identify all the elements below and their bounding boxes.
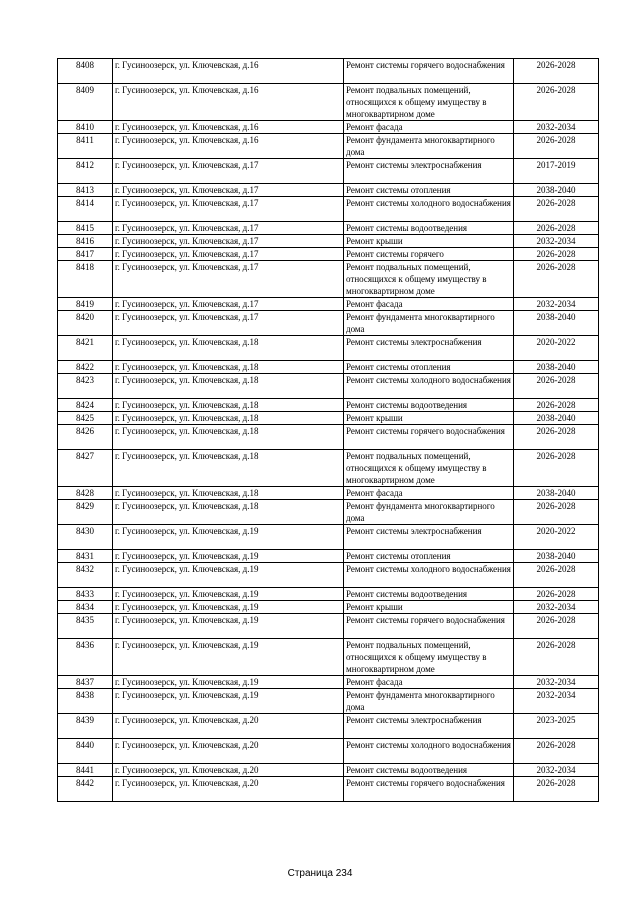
row-address: г. Гусиноозерск, ул. Ключевская, д.18 [113, 361, 344, 374]
row-number: 8440 [58, 739, 113, 764]
row-work-type: Ремонт подвальных помещений, относящихся к общему имуществу в многоквартирном доме [344, 639, 514, 676]
row-address: г. Гусиноозерск, ул. Ключевская, д.18 [113, 336, 344, 361]
row-number: 8411 [58, 134, 113, 159]
row-address: г. Гусиноозерск, ул. Ключевская, д.17 [113, 222, 344, 235]
row-work-type: Ремонт фундамента многоквартирного дома [344, 134, 514, 159]
page-number: Страница 234 [287, 868, 353, 879]
row-address: г. Гусиноозерск, ул. Ключевская, д.16 [113, 59, 344, 84]
row-period: 2032-2034 [514, 689, 599, 714]
row-period: 2026-2028 [514, 399, 599, 412]
row-number: 8435 [58, 614, 113, 639]
row-number: 8419 [58, 298, 113, 311]
table-row [58, 601, 599, 614]
row-work-type: Ремонт системы отопления [344, 361, 514, 374]
row-period: 2026-2028 [514, 739, 599, 764]
row-work-type: Ремонт фасада [344, 676, 514, 689]
row-number: 8437 [58, 676, 113, 689]
row-address: г. Гусиноозерск, ул. Ключевская, д.19 [113, 525, 344, 550]
row-number: 8428 [58, 487, 113, 500]
row-address: г. Гусиноозерск, ул. Ключевская, д.18 [113, 412, 344, 425]
row-number: 8441 [58, 764, 113, 777]
table-row [58, 588, 599, 601]
row-work-type: Ремонт фундамента многоквартирного дома [344, 500, 514, 525]
row-work-type: Ремонт крыши [344, 235, 514, 248]
table-row [58, 184, 599, 197]
row-number: 8442 [58, 777, 113, 802]
row-period: 2032-2034 [514, 121, 599, 134]
row-period: 2020-2022 [514, 336, 599, 361]
row-period: 2026-2028 [514, 588, 599, 601]
row-period: 2038-2040 [514, 412, 599, 425]
table-row [58, 525, 599, 550]
row-number: 8420 [58, 311, 113, 336]
row-address: г. Гусиноозерск, ул. Ключевская, д.18 [113, 425, 344, 450]
row-period: 2026-2028 [514, 639, 599, 676]
table-row [58, 235, 599, 248]
row-address: г. Гусиноозерск, ул. Ключевская, д.19 [113, 689, 344, 714]
row-address: г. Гусиноозерск, ул. Ключевская, д.16 [113, 121, 344, 134]
row-work-type: Ремонт системы водоотведения [344, 588, 514, 601]
row-number: 8417 [58, 248, 113, 261]
table-row [58, 714, 599, 739]
row-work-type: Ремонт системы электроснабжения [344, 525, 514, 550]
row-work-type: Ремонт системы водоотведения [344, 399, 514, 412]
row-number: 8416 [58, 235, 113, 248]
row-period: 2026-2028 [514, 425, 599, 450]
row-number: 8418 [58, 261, 113, 298]
table-row [58, 487, 599, 500]
table-row [58, 550, 599, 563]
row-period: 2038-2040 [514, 550, 599, 563]
table-row [58, 159, 599, 184]
row-period: 2038-2040 [514, 361, 599, 374]
row-work-type: Ремонт системы горячего [344, 248, 514, 261]
table-row [58, 59, 599, 84]
row-period: 2026-2028 [514, 222, 599, 235]
row-number: 8433 [58, 588, 113, 601]
row-address: г. Гусиноозерск, ул. Ключевская, д.17 [113, 184, 344, 197]
row-address: г. Гусиноозерск, ул. Ключевская, д.17 [113, 235, 344, 248]
row-address: г. Гусиноозерск, ул. Ключевская, д.17 [113, 159, 344, 184]
row-work-type: Ремонт крыши [344, 601, 514, 614]
row-work-type: Ремонт подвальных помещений, относящихся к общему имуществу в многоквартирном доме [344, 261, 514, 298]
row-period: 2026-2028 [514, 500, 599, 525]
row-work-type: Ремонт системы водоотведения [344, 222, 514, 235]
row-number: 8432 [58, 563, 113, 588]
row-period: 2020-2022 [514, 525, 599, 550]
row-period: 2026-2028 [514, 59, 599, 84]
table-row [58, 739, 599, 764]
row-address: г. Гусиноозерск, ул. Ключевская, д.20 [113, 739, 344, 764]
row-number: 8436 [58, 639, 113, 676]
row-work-type: Ремонт системы горячего водоснабжения [344, 777, 514, 802]
row-period: 2026-2028 [514, 197, 599, 222]
row-address: г. Гусиноозерск, ул. Ключевская, д.20 [113, 714, 344, 739]
row-number: 8422 [58, 361, 113, 374]
row-work-type: Ремонт системы горячего водоснабжения [344, 614, 514, 639]
row-address: г. Гусиноозерск, ул. Ключевская, д.19 [113, 550, 344, 563]
table-row [58, 764, 599, 777]
table-row [58, 197, 599, 222]
row-work-type: Ремонт системы отопления [344, 550, 514, 563]
row-address: г. Гусиноозерск, ул. Ключевская, д.20 [113, 777, 344, 802]
table-row [58, 399, 599, 412]
row-address: г. Гусиноозерск, ул. Ключевская, д.19 [113, 614, 344, 639]
row-address: г. Гусиноозерск, ул. Ключевская, д.19 [113, 588, 344, 601]
row-work-type: Ремонт системы холодного водоснабжения [344, 739, 514, 764]
row-work-type: Ремонт системы отопления [344, 184, 514, 197]
row-number: 8412 [58, 159, 113, 184]
row-address: г. Гусиноозерск, ул. Ключевская, д.19 [113, 563, 344, 588]
row-period: 2026-2028 [514, 134, 599, 159]
row-number: 8421 [58, 336, 113, 361]
row-number: 8439 [58, 714, 113, 739]
row-number: 8409 [58, 84, 113, 121]
row-work-type: Ремонт системы горячего водоснабжения [344, 425, 514, 450]
table-row [58, 500, 599, 525]
table-row [58, 84, 599, 121]
row-address: г. Гусиноозерск, ул. Ключевская, д.19 [113, 601, 344, 614]
row-number: 8415 [58, 222, 113, 235]
row-period: 2017-2019 [514, 159, 599, 184]
row-work-type: Ремонт фасада [344, 487, 514, 500]
table-row [58, 248, 599, 261]
row-work-type: Ремонт системы электроснабжения [344, 159, 514, 184]
table-row [58, 222, 599, 235]
row-number: 8425 [58, 412, 113, 425]
table-row [58, 261, 599, 298]
row-period: 2032-2034 [514, 235, 599, 248]
row-number: 8408 [58, 59, 113, 84]
table-row [58, 412, 599, 425]
row-address: г. Гусиноозерск, ул. Ключевская, д.18 [113, 450, 344, 487]
row-period: 2026-2028 [514, 374, 599, 399]
table-row [58, 134, 599, 159]
row-work-type: Ремонт фасада [344, 121, 514, 134]
row-period: 2026-2028 [514, 84, 599, 121]
row-number: 8414 [58, 197, 113, 222]
row-address: г. Гусиноозерск, ул. Ключевская, д.16 [113, 84, 344, 121]
table-row [58, 298, 599, 311]
table-row [58, 676, 599, 689]
table-row [58, 361, 599, 374]
row-number: 8424 [58, 399, 113, 412]
table-row [58, 614, 599, 639]
row-number: 8423 [58, 374, 113, 399]
row-address: г. Гусиноозерск, ул. Ключевская, д.18 [113, 500, 344, 525]
row-address: г. Гусиноозерск, ул. Ключевская, д.17 [113, 311, 344, 336]
row-number: 8431 [58, 550, 113, 563]
table-row [58, 450, 599, 487]
table-row [58, 425, 599, 450]
table-row [58, 336, 599, 361]
row-work-type: Ремонт системы холодного водоснабжения [344, 563, 514, 588]
row-period: 2026-2028 [514, 614, 599, 639]
row-period: 2026-2028 [514, 261, 599, 298]
row-work-type: Ремонт подвальных помещений, относящихся к общему имуществу в многоквартирном доме [344, 450, 514, 487]
row-address: г. Гусиноозерск, ул. Ключевская, д.16 [113, 134, 344, 159]
table-row [58, 639, 599, 676]
row-number: 8438 [58, 689, 113, 714]
row-number: 8426 [58, 425, 113, 450]
row-period: 2026-2028 [514, 450, 599, 487]
row-address: г. Гусиноозерск, ул. Ключевская, д.19 [113, 676, 344, 689]
row-number: 8430 [58, 525, 113, 550]
row-work-type: Ремонт фасада [344, 298, 514, 311]
repair-schedule-table [57, 58, 599, 802]
row-period: 2032-2034 [514, 764, 599, 777]
row-address: г. Гусиноозерск, ул. Ключевская, д.17 [113, 261, 344, 298]
table-row [58, 121, 599, 134]
row-address: г. Гусиноозерск, ул. Ключевская, д.17 [113, 197, 344, 222]
row-work-type: Ремонт системы холодного водоснабжения [344, 197, 514, 222]
row-period: 2038-2040 [514, 487, 599, 500]
row-address: г. Гусиноозерск, ул. Ключевская, д.18 [113, 487, 344, 500]
row-address: г. Гусиноозерск, ул. Ключевская, д.18 [113, 374, 344, 399]
row-work-type: Ремонт фундамента многоквартирного дома [344, 311, 514, 336]
row-period: 2026-2028 [514, 248, 599, 261]
row-work-type: Ремонт системы водоотведения [344, 764, 514, 777]
row-work-type: Ремонт подвальных помещений, относящихся к общему имуществу в многоквартирном доме [344, 84, 514, 121]
table-row [58, 563, 599, 588]
row-period: 2032-2034 [514, 601, 599, 614]
table-row [58, 689, 599, 714]
row-number: 8410 [58, 121, 113, 134]
row-work-type: Ремонт системы холодного водоснабжения [344, 374, 514, 399]
row-period: 2023-2025 [514, 714, 599, 739]
row-number: 8429 [58, 500, 113, 525]
table-row [58, 311, 599, 336]
row-number: 8434 [58, 601, 113, 614]
table-row [58, 777, 599, 802]
row-number: 8427 [58, 450, 113, 487]
row-address: г. Гусиноозерск, ул. Ключевская, д.20 [113, 764, 344, 777]
row-work-type: Ремонт крыши [344, 412, 514, 425]
row-period: 2038-2040 [514, 184, 599, 197]
row-address: г. Гусиноозерск, ул. Ключевская, д.17 [113, 298, 344, 311]
row-address: г. Гусиноозерск, ул. Ключевская, д.19 [113, 639, 344, 676]
row-period: 2032-2034 [514, 676, 599, 689]
row-address: г. Гусиноозерск, ул. Ключевская, д.18 [113, 399, 344, 412]
row-work-type: Ремонт системы горячего водоснабжения [344, 59, 514, 84]
row-work-type: Ремонт системы электроснабжения [344, 714, 514, 739]
row-work-type: Ремонт фундамента многоквартирного дома [344, 689, 514, 714]
row-period: 2026-2028 [514, 563, 599, 588]
table-row [58, 374, 599, 399]
table-body [58, 59, 599, 802]
row-period: 2038-2040 [514, 311, 599, 336]
row-number: 8413 [58, 184, 113, 197]
row-work-type: Ремонт системы электроснабжения [344, 336, 514, 361]
row-address: г. Гусиноозерск, ул. Ключевская, д.17 [113, 248, 344, 261]
row-period: 2032-2034 [514, 298, 599, 311]
row-period: 2026-2028 [514, 777, 599, 802]
